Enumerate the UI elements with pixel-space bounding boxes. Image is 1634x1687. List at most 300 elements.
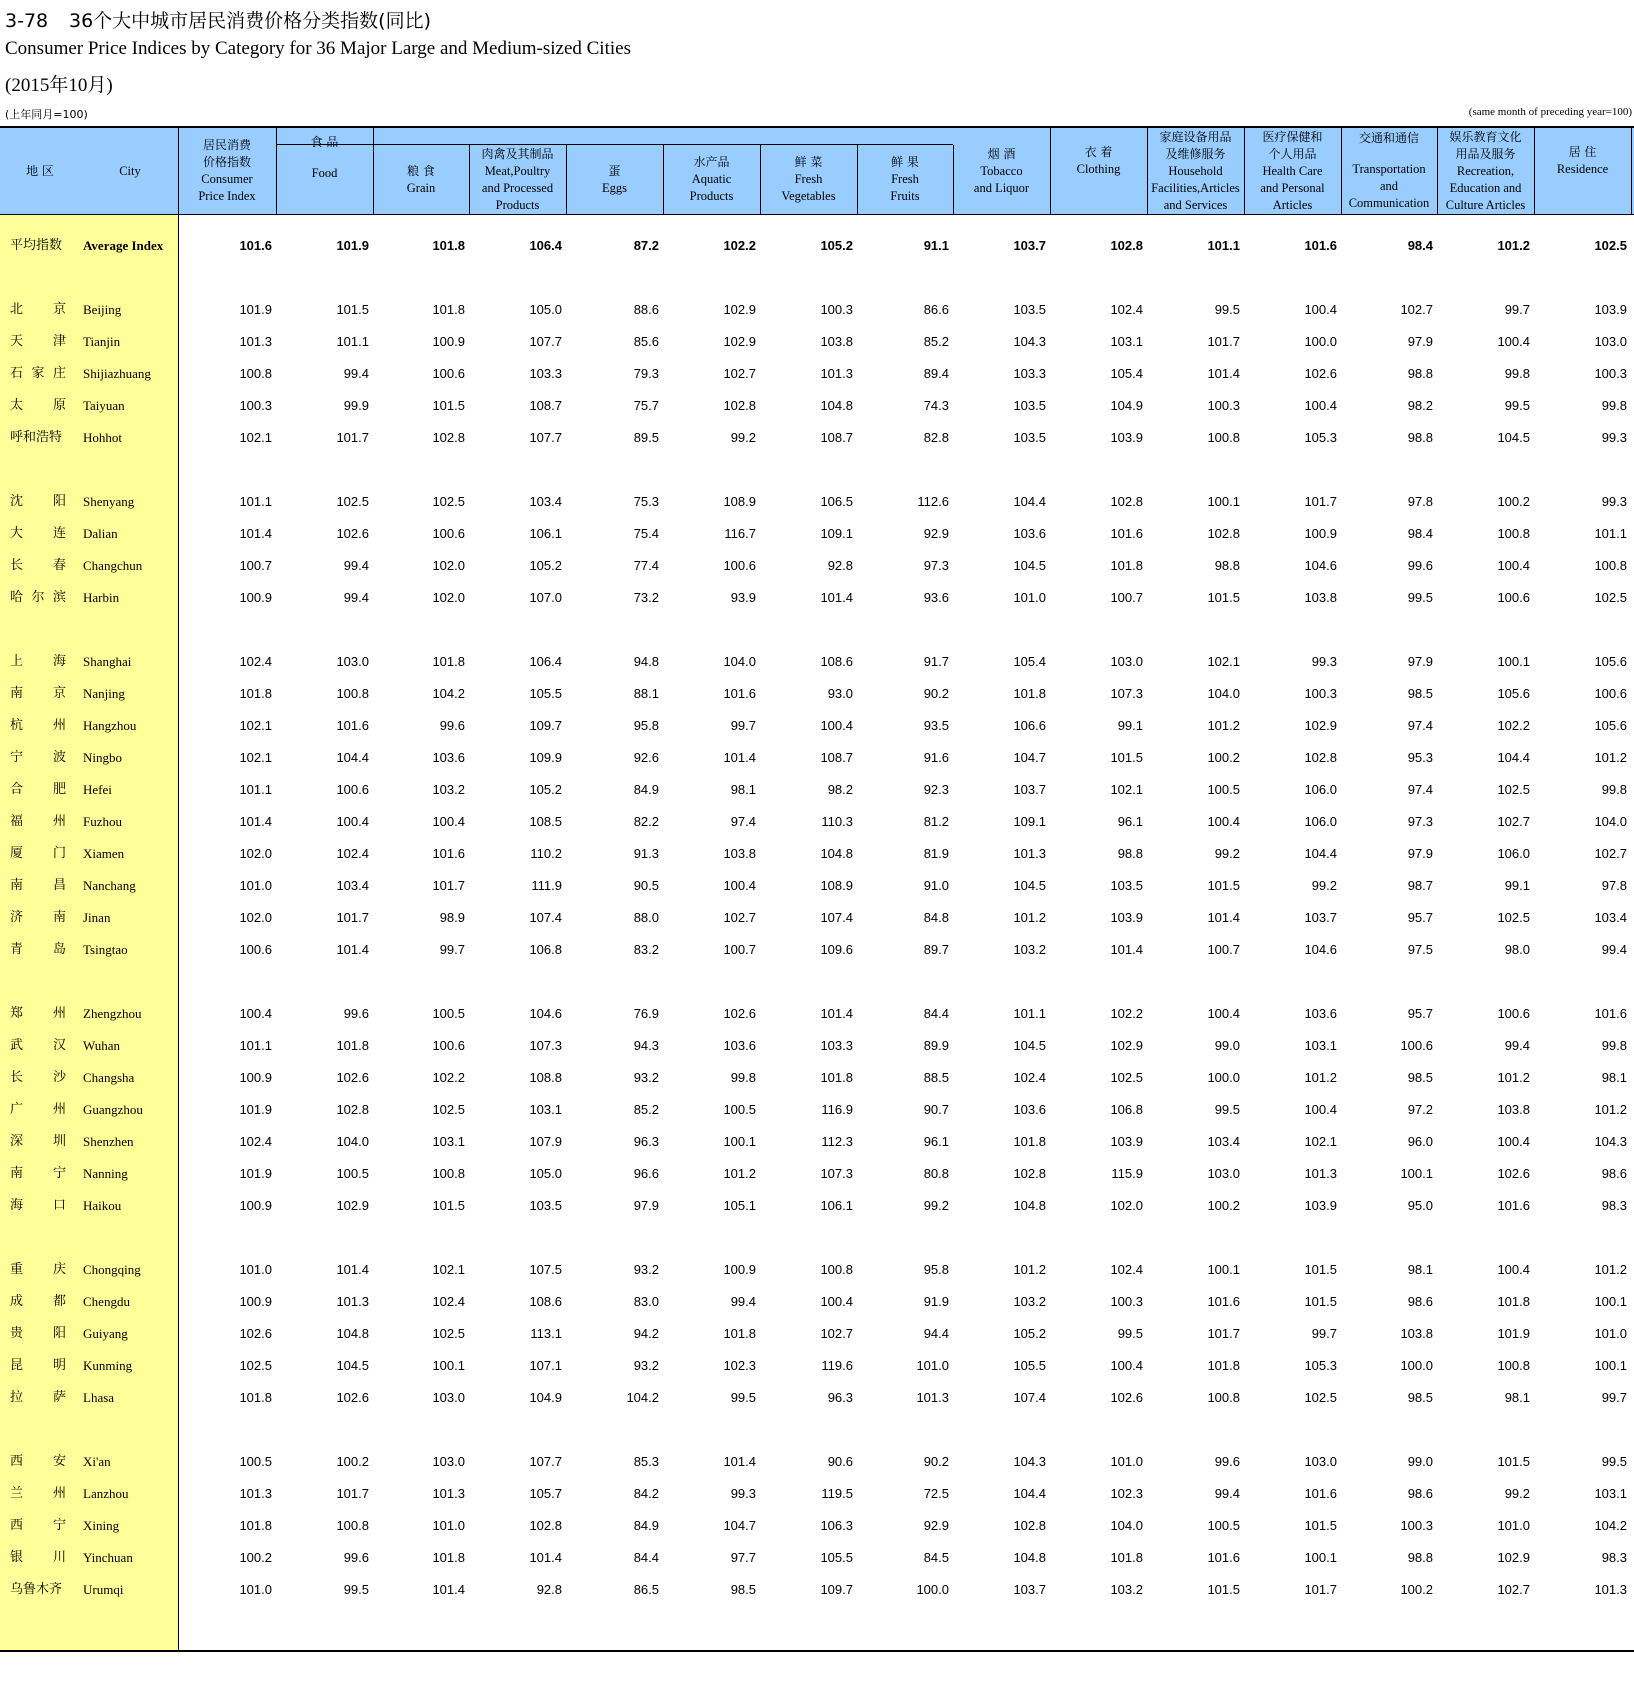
row-city-en: Tsingtao <box>83 942 128 957</box>
row-value: 103.7 <box>1013 782 1046 797</box>
row-value: 101.2 <box>1013 910 1046 925</box>
row-value: 101.7 <box>1207 1326 1240 1341</box>
row-value: 101.5 <box>1207 590 1240 605</box>
row-city-en: Shanghai <box>83 654 132 669</box>
row-value: 99.4 <box>1214 1486 1240 1501</box>
row-value: 100.2 <box>1207 1198 1240 1213</box>
row-value: 104.9 <box>529 1390 562 1405</box>
row-value: 94.8 <box>633 654 659 669</box>
row-value: 102.7 <box>1400 302 1433 317</box>
row-value: 106.1 <box>820 1198 853 1213</box>
row-city-en: Hangzhou <box>83 718 137 733</box>
header-cpi <box>178 128 276 214</box>
row-value: 95.8 <box>633 718 659 733</box>
row-value: 103.4 <box>1594 910 1627 925</box>
row-value: 103.0 <box>1304 1454 1337 1469</box>
row-value: 96.6 <box>633 1166 659 1181</box>
row-value: 98.1 <box>730 782 756 797</box>
row-value: 107.3 <box>820 1166 853 1181</box>
row-value: 85.2 <box>923 334 949 349</box>
row-value: 104.4 <box>1013 1486 1046 1501</box>
row-value: 102.6 <box>1497 1166 1530 1181</box>
row-value: 102.9 <box>1304 718 1337 733</box>
row-value: 102.8 <box>432 430 465 445</box>
table-row <box>0 774 1634 806</box>
row-value: 101.2 <box>723 1166 756 1181</box>
row-value: 102.4 <box>336 846 369 861</box>
row-value: 100.4 <box>1110 1358 1143 1373</box>
row-value: 104.4 <box>1013 494 1046 509</box>
base-note-en: (same month of preceding year=100) <box>1468 106 1632 118</box>
row-value: 93.9 <box>730 590 756 605</box>
row-value: 100.1 <box>723 1134 756 1149</box>
row-value: 105.6 <box>1497 686 1530 701</box>
row-value: 101.8 <box>432 1550 465 1565</box>
row-city-en: Haikou <box>83 1198 122 1213</box>
row-city-en: Xi'an <box>83 1454 111 1469</box>
row-value: 104.7 <box>1013 750 1046 765</box>
header-health-line: Articles <box>1272 197 1313 212</box>
row-value: 101.0 <box>239 878 272 893</box>
row-value: 93.6 <box>923 590 949 605</box>
row-value: 108.9 <box>723 494 756 509</box>
row-value: 99.3 <box>1311 654 1337 669</box>
row-value: 102.5 <box>239 1358 272 1373</box>
row-value: 104.6 <box>1304 558 1337 573</box>
table-row <box>0 998 1634 1030</box>
row-value: 105.2 <box>529 558 562 573</box>
row-value: 93.0 <box>827 686 853 701</box>
row-value: 99.7 <box>1601 1390 1627 1405</box>
row-value: 110.2 <box>530 846 562 861</box>
row-region-cn: 上 海 <box>10 654 66 669</box>
row-value: 88.6 <box>633 302 659 317</box>
row-value: 99.6 <box>343 1550 369 1565</box>
row-value: 102.8 <box>1013 1166 1046 1181</box>
row-value: 102.4 <box>239 1134 272 1149</box>
table-row <box>0 1446 1634 1478</box>
header-health <box>1244 128 1341 214</box>
row-value: 101.8 <box>1110 1550 1143 1565</box>
row-value: 101.8 <box>336 1038 369 1053</box>
row-value: 97.9 <box>1407 334 1433 349</box>
table-row <box>0 1094 1634 1126</box>
header-recreation-line: 娱乐教育文化 <box>1449 129 1522 144</box>
row-value: 105.1 <box>723 1198 756 1213</box>
header-fruits-line: Fruits <box>890 189 920 203</box>
row-value: 75.7 <box>633 398 659 413</box>
row-value: 103.1 <box>432 1134 465 1149</box>
header-eggs <box>566 145 663 214</box>
row-value: 105.2 <box>820 238 853 253</box>
row-value: 99.2 <box>730 430 756 445</box>
row-value: 102.0 <box>432 558 465 573</box>
row-value: 109.7 <box>820 1582 853 1597</box>
row-value: 103.9 <box>1304 1198 1337 1213</box>
row-value: 101.8 <box>820 1070 853 1085</box>
row-value: 100.4 <box>432 814 465 829</box>
row-value: 99.8 <box>1504 366 1530 381</box>
row-value: 104.8 <box>336 1326 369 1341</box>
row-value: 103.6 <box>1013 526 1046 541</box>
row-value: 103.7 <box>1013 238 1046 253</box>
header-aquatic-line: 水产品 <box>693 155 730 169</box>
row-value: 99.4 <box>343 590 369 605</box>
table-row <box>0 518 1634 550</box>
header-clothing <box>1050 128 1147 214</box>
row-value: 105.5 <box>820 1550 853 1565</box>
row-value: 101.7 <box>336 910 369 925</box>
row-value: 94.3 <box>633 1038 659 1053</box>
row-value: 96.1 <box>1117 814 1143 829</box>
row-value: 106.0 <box>1304 814 1337 829</box>
row-value: 102.3 <box>723 1358 756 1373</box>
table-row <box>0 1318 1634 1350</box>
row-value: 103.9 <box>1110 910 1143 925</box>
row-city-en: Shenzhen <box>83 1134 134 1149</box>
row-value: 98.2 <box>827 782 853 797</box>
row-value: 103.2 <box>1013 1294 1046 1309</box>
header-fruits <box>857 145 953 214</box>
row-value: 100.3 <box>1400 1518 1433 1533</box>
row-value: 102.5 <box>1594 238 1627 253</box>
row-value: 103.5 <box>1013 398 1046 413</box>
header-vegetables-line: Vegetables <box>781 189 836 203</box>
row-value: 93.2 <box>633 1262 659 1277</box>
header-grain-line: Grain <box>406 180 436 195</box>
row-value: 99.2 <box>1504 1486 1530 1501</box>
row-value: 101.2 <box>1304 1070 1337 1085</box>
row-value: 106.3 <box>820 1518 853 1533</box>
row-city-en: Urumqi <box>83 1582 124 1597</box>
row-value: 100.2 <box>336 1454 369 1469</box>
row-value: 101.4 <box>432 1582 465 1597</box>
row-value: 99.5 <box>1117 1326 1143 1341</box>
row-region-cn: 西 安 <box>10 1454 66 1469</box>
row-city-en: Wuhan <box>83 1038 121 1053</box>
row-value: 104.6 <box>529 1006 562 1021</box>
table-row <box>0 902 1634 934</box>
row-value: 101.5 <box>1304 1262 1337 1277</box>
table-row <box>0 294 1634 326</box>
row-value: 84.2 <box>633 1486 659 1501</box>
row-value: 103.5 <box>529 1198 562 1213</box>
row-value: 93.2 <box>633 1070 659 1085</box>
row-value: 99.2 <box>923 1198 949 1213</box>
row-region-cn: 长 春 <box>10 558 66 573</box>
header-transport-line: Transportation <box>1352 162 1426 176</box>
row-value: 101.6 <box>1304 1486 1337 1501</box>
header-transport-line: 交通和通信 <box>1358 131 1419 145</box>
table-row <box>0 1286 1634 1318</box>
row-value: 100.5 <box>1207 782 1240 797</box>
row-value: 101.3 <box>820 366 853 381</box>
row-value: 103.3 <box>820 1038 853 1053</box>
row-value: 93.2 <box>633 1358 659 1373</box>
row-value: 110.3 <box>821 814 853 829</box>
row-value: 98.5 <box>1407 686 1433 701</box>
row-value: 100.9 <box>432 334 465 349</box>
header-recreation-line: Culture Articles <box>1445 197 1526 212</box>
header-recreation-line: Recreation, <box>1456 163 1515 178</box>
row-value: 84.9 <box>633 1518 659 1533</box>
row-value: 96.1 <box>923 1134 949 1149</box>
row-value: 113.1 <box>530 1326 562 1341</box>
row-value: 99.3 <box>1601 430 1627 445</box>
city-header <box>100 128 160 214</box>
row-value: 102.8 <box>1207 526 1240 541</box>
row-value: 99.7 <box>730 718 756 733</box>
table-row <box>0 1382 1634 1414</box>
row-value: 107.3 <box>1110 686 1143 701</box>
row-value: 102.2 <box>723 238 756 253</box>
row-value: 92.8 <box>536 1582 562 1597</box>
row-value: 107.4 <box>1013 1390 1046 1405</box>
row-value: 101.8 <box>239 1518 272 1533</box>
row-value: 103.1 <box>1594 1486 1627 1501</box>
row-value: 105.4 <box>1110 366 1143 381</box>
row-value: 102.1 <box>1207 654 1240 669</box>
row-value: 72.5 <box>923 1486 949 1501</box>
row-value: 98.2 <box>1407 398 1433 413</box>
row-value: 101.7 <box>1304 494 1337 509</box>
row-value: 84.4 <box>923 1006 949 1021</box>
row-value: 102.4 <box>432 1294 465 1309</box>
row-value: 97.5 <box>1407 942 1433 957</box>
row-city-en: Chengdu <box>83 1294 130 1309</box>
row-value: 104.0 <box>1594 814 1627 829</box>
row-value: 102.0 <box>1110 1198 1143 1213</box>
table-title-cn-text: 36个大中城市居民消费价格分类指数(同比) <box>69 10 432 32</box>
row-value: 98.6 <box>1407 1486 1433 1501</box>
row-city-en: Nanjing <box>83 686 125 701</box>
row-value: 94.4 <box>923 1326 949 1341</box>
row-value: 102.2 <box>1497 718 1530 733</box>
row-value: 104.4 <box>1304 846 1337 861</box>
header-health-line: and Personal <box>1260 180 1325 195</box>
row-value: 99.7 <box>1504 302 1530 317</box>
row-value: 103.6 <box>1304 1006 1337 1021</box>
row-city-en: Kunming <box>83 1358 133 1373</box>
header-tobacco <box>953 128 1050 214</box>
row-value: 99.2 <box>1311 878 1337 893</box>
row-value: 98.6 <box>1407 1294 1433 1309</box>
row-region-cn: 呼和浩特 <box>10 430 63 445</box>
row-value: 104.3 <box>1013 1454 1046 1469</box>
row-value: 104.8 <box>1013 1198 1046 1213</box>
row-value: 101.8 <box>1207 1358 1240 1373</box>
row-value: 100.8 <box>239 366 272 381</box>
row-value: 101.6 <box>239 238 272 253</box>
row-value: 96.0 <box>1407 1134 1433 1149</box>
row-region-cn: 重 庆 <box>10 1262 66 1277</box>
header-recreation-line: 用品及服务 <box>1455 146 1516 161</box>
row-value: 100.6 <box>1400 1038 1433 1053</box>
table-date: (2015年10月) <box>5 75 113 96</box>
row-value: 100.2 <box>1207 750 1240 765</box>
row-value: 115.9 <box>1111 1166 1143 1181</box>
row-value: 99.2 <box>1214 846 1240 861</box>
row-value: 100.9 <box>239 1294 272 1309</box>
header-tobacco-line: 烟 酒 <box>987 146 1016 161</box>
row-value: 101.6 <box>1304 238 1337 253</box>
row-value: 102.1 <box>239 750 272 765</box>
row-value: 103.8 <box>1497 1102 1530 1117</box>
row-value: 102.6 <box>336 526 369 541</box>
row-value: 101.5 <box>1304 1294 1337 1309</box>
row-city-en: Hohhot <box>83 430 122 445</box>
row-value: 105.4 <box>1013 654 1046 669</box>
row-value: 102.9 <box>723 334 756 349</box>
row-value: 100.4 <box>1497 1262 1530 1277</box>
header-aquatic <box>663 145 760 214</box>
row-value: 100.9 <box>239 1198 272 1213</box>
header-meat-line: and Processed <box>481 180 554 195</box>
row-value: 90.7 <box>923 1102 949 1117</box>
row-value: 102.5 <box>1110 1070 1143 1085</box>
header-vegetables-line: Fresh <box>794 172 823 186</box>
row-value: 99.0 <box>1407 1454 1433 1469</box>
row-value: 101.4 <box>239 526 272 541</box>
header-meat-line: Meat,Poultry <box>484 163 551 178</box>
row-value: 107.7 <box>529 1454 562 1469</box>
table-row <box>0 1510 1634 1542</box>
row-value: 101.4 <box>1110 942 1143 957</box>
row-value: 82.2 <box>633 814 659 829</box>
row-value: 101.8 <box>432 302 465 317</box>
row-value: 75.4 <box>633 526 659 541</box>
row-value: 102.6 <box>1110 1390 1143 1405</box>
table-number: 3-78 <box>5 10 49 32</box>
row-value: 100.1 <box>1207 1262 1240 1277</box>
row-value: 91.1 <box>923 238 949 253</box>
row-value: 107.3 <box>529 1038 562 1053</box>
row-value: 100.5 <box>336 1166 369 1181</box>
row-region-cn: 西 宁 <box>10 1518 66 1533</box>
row-value: 82.8 <box>923 430 949 445</box>
row-value: 101.9 <box>239 1102 272 1117</box>
row-value: 108.7 <box>820 750 853 765</box>
row-value: 104.0 <box>1110 1518 1143 1533</box>
row-value: 90.2 <box>923 1454 949 1469</box>
row-value: 91.9 <box>923 1294 949 1309</box>
row-value: 108.5 <box>529 814 562 829</box>
row-value: 103.7 <box>1013 1582 1046 1597</box>
row-value: 99.5 <box>730 1390 756 1405</box>
row-value: 119.6 <box>821 1358 853 1373</box>
row-value: 100.6 <box>432 526 465 541</box>
row-value: 104.3 <box>1594 1134 1627 1149</box>
row-value: 98.8 <box>1407 366 1433 381</box>
row-city-en: Guiyang <box>83 1326 128 1341</box>
row-value: 99.4 <box>343 366 369 381</box>
row-value: 105.6 <box>1594 718 1627 733</box>
row-region-cn: 石 家 庄 <box>10 366 66 381</box>
average-row <box>0 230 1634 262</box>
row-value: 102.7 <box>723 366 756 381</box>
row-value: 100.3 <box>1304 686 1337 701</box>
row-value: 100.4 <box>1207 814 1240 829</box>
row-value: 104.5 <box>1497 430 1530 445</box>
row-value: 101.2 <box>1497 238 1530 253</box>
row-value: 99.8 <box>730 1070 756 1085</box>
row-value: 98.6 <box>1601 1166 1627 1181</box>
row-city-en: Chongqing <box>83 1262 141 1277</box>
row-region-cn: 杭 州 <box>10 718 66 733</box>
row-value: 98.9 <box>439 910 465 925</box>
row-value: 101.1 <box>239 494 272 509</box>
row-value: 101.4 <box>529 1550 562 1565</box>
row-value: 84.4 <box>633 1550 659 1565</box>
row-value: 76.9 <box>633 1006 659 1021</box>
row-value: 95.7 <box>1407 1006 1433 1021</box>
row-value: 103.8 <box>1304 590 1337 605</box>
row-region-cn: 厦 门 <box>10 846 66 861</box>
row-value: 100.1 <box>1400 1166 1433 1181</box>
row-value: 101.5 <box>336 302 369 317</box>
row-value: 97.8 <box>1407 494 1433 509</box>
row-value: 102.6 <box>723 1006 756 1021</box>
row-value: 100.8 <box>1594 558 1627 573</box>
row-value: 101.8 <box>432 238 465 253</box>
row-value: 99.7 <box>1311 1326 1337 1341</box>
row-city-en: Shijiazhuang <box>83 366 151 381</box>
row-value: 81.9 <box>923 846 949 861</box>
row-value: 103.2 <box>1013 942 1046 957</box>
row-value: 89.7 <box>923 942 949 957</box>
row-value: 103.0 <box>1207 1166 1240 1181</box>
row-value: 105.3 <box>1304 430 1337 445</box>
row-value: 100.5 <box>432 1006 465 1021</box>
table-row <box>0 422 1634 454</box>
header-meat-line: Products <box>495 197 540 212</box>
row-value: 101.3 <box>432 1486 465 1501</box>
row-value: 101.6 <box>723 686 756 701</box>
row-value: 101.7 <box>336 430 369 445</box>
row-value: 103.7 <box>1304 910 1337 925</box>
row-value: 84.8 <box>923 910 949 925</box>
row-value: 100.2 <box>1497 494 1530 509</box>
row-value: 101.2 <box>1594 750 1627 765</box>
row-value: 100.8 <box>336 686 369 701</box>
row-value: 99.1 <box>1504 878 1530 893</box>
table-row <box>0 646 1634 678</box>
row-city-en: Average Index <box>83 238 164 253</box>
row-region-cn: 郑 州 <box>10 1006 66 1021</box>
row-value: 101.6 <box>336 718 369 733</box>
row-region-cn: 青 岛 <box>10 942 66 957</box>
row-value: 104.4 <box>1497 750 1530 765</box>
row-city-en: Xiamen <box>83 846 125 861</box>
row-value: 102.4 <box>1013 1070 1046 1085</box>
row-value: 104.8 <box>1013 1550 1046 1565</box>
row-value: 101.2 <box>1594 1102 1627 1117</box>
table-row <box>0 1350 1634 1382</box>
row-value: 100.8 <box>1497 1358 1530 1373</box>
row-value: 97.4 <box>730 814 756 829</box>
row-value: 106.0 <box>1304 782 1337 797</box>
table-row <box>0 1254 1634 1286</box>
row-value: 99.5 <box>1214 302 1240 317</box>
row-value: 101.4 <box>1207 366 1240 381</box>
row-value: 102.0 <box>239 910 272 925</box>
row-value: 99.4 <box>730 1294 756 1309</box>
row-city-en: Ningbo <box>83 750 122 765</box>
row-value: 100.1 <box>1594 1294 1627 1309</box>
row-city-en: Xining <box>83 1518 120 1533</box>
row-value: 111.9 <box>531 878 562 893</box>
row-value: 100.8 <box>1207 1390 1240 1405</box>
